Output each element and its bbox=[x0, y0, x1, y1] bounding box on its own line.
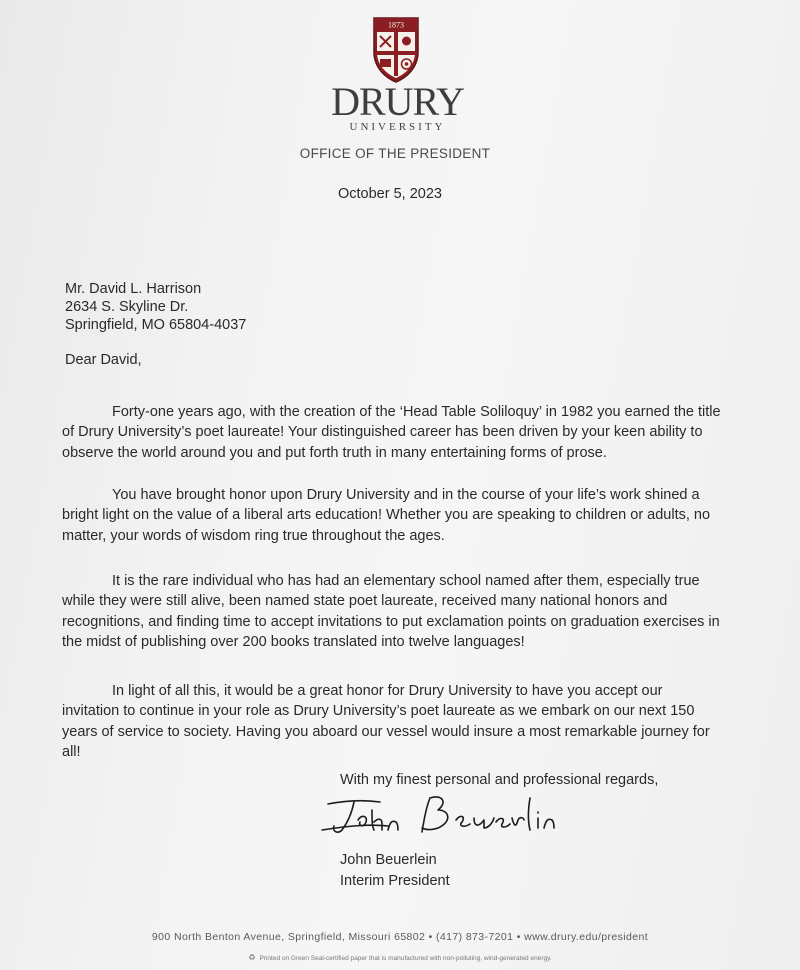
handwritten-signature bbox=[318, 790, 568, 840]
signer-name: John Beuerlein bbox=[340, 852, 437, 868]
recipient-street: 2634 S. Skyline Dr. bbox=[65, 299, 189, 315]
letter-date: October 5, 2023 bbox=[338, 186, 442, 202]
signer-title: Interim President bbox=[340, 873, 450, 889]
signer-block bbox=[340, 850, 450, 892]
eco-note bbox=[200, 953, 600, 962]
university-crest-icon bbox=[370, 14, 422, 84]
recipient-city: Springfield, MO 65804-4037 bbox=[65, 317, 247, 333]
eco-note-text: Printed on Green Seal-certified paper that is manufactured with non-polluting, wind-generated energy. bbox=[259, 955, 552, 962]
crest-year: 1873 bbox=[388, 20, 404, 30]
university-subtitle: UNIVERSITY bbox=[349, 121, 446, 133]
paragraph-3: It is the rare individual who has had an elementary school named after them, especially true while they were still alive, been named state poet laureate, received many national honors and recognitions, and finding time to accept invitations to put exclamation points on graduation exercises in the midst of publishing over 200 books translated into twelve languages! bbox=[62, 572, 720, 650]
paragraph-2: You have brought honor upon Drury University and in the course of your life’s work shined a bright light on the value of a liberal arts education! Whether you are speaking to children or adults, no matter, your words of wisdom ring true throughout the ages. bbox=[62, 486, 711, 544]
paragraph-1: Forty-one years ago, with the creation of the ‘Head Table Soliloquy’ in 1982 you earned the title of Drury University’s poet laureate! Your distinguished career has been driven by your keen ability to observe the world around you and put forth truth in many entertaining forms of prose. bbox=[62, 403, 721, 461]
salutation: Dear David, bbox=[65, 352, 142, 368]
recipient-name: Mr. David L. Harrison bbox=[65, 281, 202, 297]
university-wordmark: DRURY bbox=[331, 79, 464, 124]
closing-line: With my finest personal and professional regards, bbox=[340, 772, 659, 788]
footer-address: 900 North Benton Avenue, Springfield, Missouri 65802 • (417) 873-7201 • www.drury.edu/president bbox=[151, 931, 649, 943]
recycle-icon: ♻ bbox=[248, 953, 256, 962]
office-title: OFFICE OF THE PRESIDENT bbox=[299, 146, 491, 161]
recipient-address bbox=[65, 280, 246, 334]
paragraph-4: In light of all this, it would be a great honor for Drury University to have you accept our invitation to continue in your role as Drury University’s poet laureate as we embark on our next 150 years of service to society. Having you aboard our vessel would insure a most remarkable journey for all! bbox=[62, 682, 710, 760]
